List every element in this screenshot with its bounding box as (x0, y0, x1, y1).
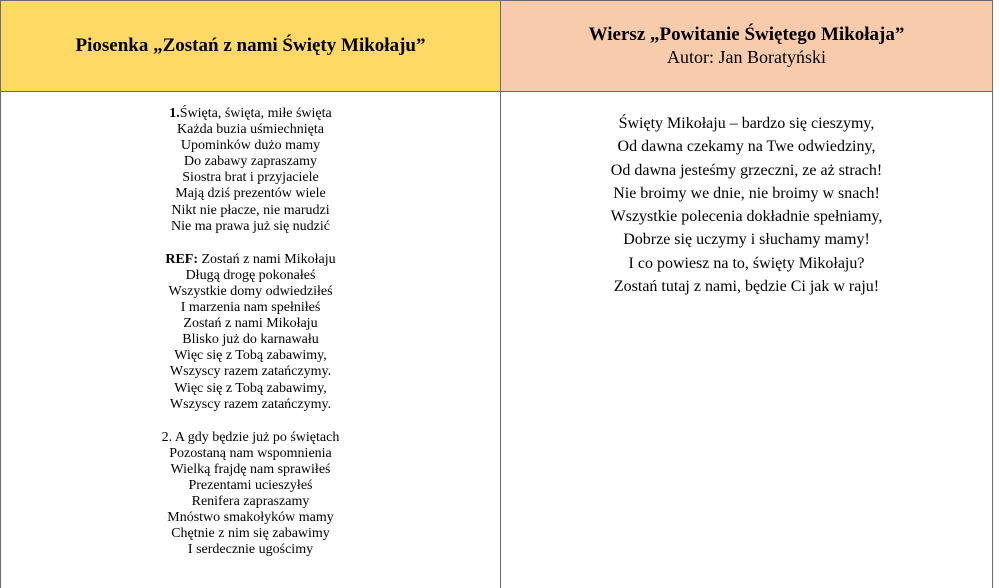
poem-author: Autor: Jan Boratyński (667, 47, 826, 67)
stanza-gap (1, 413, 500, 430)
verse2-line: I serdecznie ugościmy (187, 542, 314, 558)
song-lyrics-cell (1, 92, 501, 588)
refrain-first-line (1, 252, 500, 268)
verse2-line: Wielką frajdę nam sprawiłeś (170, 461, 331, 477)
verse1-line: Każda buzia uśmiechnięta (177, 122, 324, 138)
verse1-line: Mają dziś prezentów wiele (175, 186, 326, 202)
refrain-line: Wszyscy razem zatańczymy. (169, 364, 332, 380)
poem-line: Nie broimy we dnie, nie broimy w snach! (613, 184, 880, 202)
verse2-line: 2. A gdy będzie już po świętach (161, 429, 340, 445)
refrain-line: Długą drogę pokonałeś (185, 267, 316, 283)
poem-line: Od dawna czekamy na Twe odwiedziny, (617, 138, 876, 156)
refrain-line: Wszyscy razem zatańczymy. (169, 396, 332, 412)
poem-text (501, 92, 992, 298)
verse2-line: Pozostaną nam wspomnienia (169, 445, 332, 461)
refrain-line: Wszystkie domy odwiedziłeś (168, 283, 333, 299)
song-lyrics (1, 92, 500, 558)
song-title-cell (1, 1, 501, 92)
poem-title-cell (501, 1, 993, 92)
verse1-line: Do zabawy zapraszamy (184, 154, 317, 170)
verse1-line: Siostra brat i przyjaciele (182, 170, 319, 186)
refrain-line: Blisko już do karnawału (182, 332, 319, 348)
poem-line: Wszystkie polecenia dokładnie spełniamy, (610, 208, 883, 226)
verse2-line: Prezentami ucieszyłeś (188, 477, 313, 493)
verse2-line: Mnóstwo smakołyków mamy (167, 510, 334, 526)
refrain-line: Więc się z Tobą zabawimy, (174, 348, 327, 364)
refrain-label: REF: (165, 251, 198, 267)
verse1-line: Nikt nie płacze, nie marudzi (171, 202, 330, 218)
refrain-line: Zostań z nami Mikołaju (198, 251, 336, 267)
poem-line: Dobrze się uczymy i słuchamy mamy! (623, 231, 870, 249)
verse2-line: Chętnie z nim się zabawimy (171, 526, 330, 542)
poem-line: Święty Mikołaju – bardzo się cieszymy, (618, 115, 875, 132)
body-row (1, 92, 993, 588)
verse1-number: 1. (169, 106, 180, 121)
verse1-first-line (1, 106, 500, 122)
verse1-line: Upominków dużo mamy (180, 138, 321, 154)
header-row (1, 1, 993, 92)
refrain-line: Zostań z nami Mikołaju (183, 316, 318, 332)
verse1-line: Święta, święta, miłe święta (179, 106, 332, 121)
refrain-line: Więc się z Tobą zabawimy, (174, 380, 327, 396)
poem-title: Wiersz „Powitanie Świętego Mikołaja” (588, 24, 905, 45)
poem-text-cell (501, 92, 993, 588)
stanza-gap (1, 235, 500, 252)
poem-line: I co powiesz na to, święty Mikołaju? (628, 254, 865, 272)
song-title: Piosenka „Zostań z nami Święty Mikołaju” (75, 35, 426, 56)
verse1-line: Nie ma prawa już się nudzić (171, 218, 330, 234)
verse2-line: Renifera zapraszamy (191, 494, 310, 510)
refrain-line: I marzenia nam spełniłeś (180, 300, 321, 316)
poem-line: Od dawna jesteśmy grzeczni, ze aż strach! (610, 161, 883, 179)
poem-line: Zostań tutaj z nami, będzie Ci jak w raju! (613, 278, 880, 296)
